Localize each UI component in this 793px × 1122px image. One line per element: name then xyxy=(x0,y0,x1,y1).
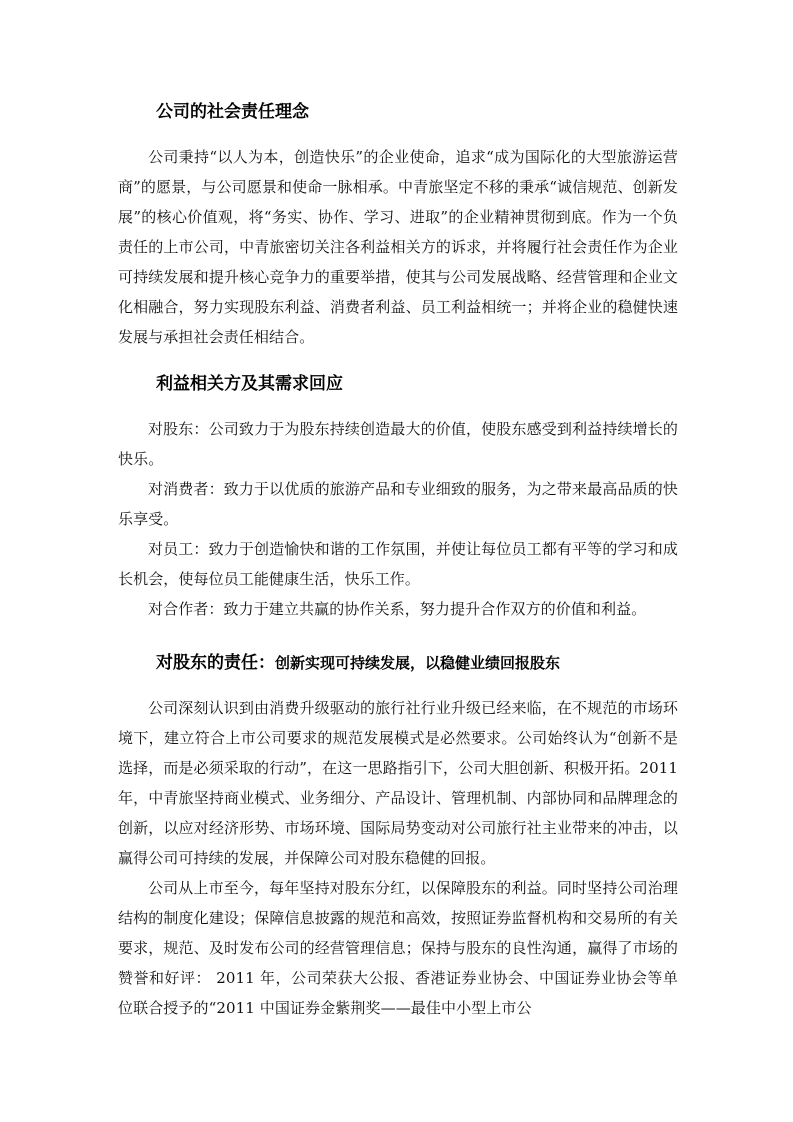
section-heading xyxy=(118,651,678,675)
section-heading-main: 对股东的责任： xyxy=(156,653,275,673)
section-stakeholders xyxy=(118,372,678,624)
section-heading-sub: 创新实现可持续发展，以稳健业绩回报股东 xyxy=(275,654,561,672)
paragraph: 公司深刻认识到由消费升级驱动的旅行社行业升级已经来临，在不规范的市场环境下，建立符合上市公司要求的规范发展模式是必然要求。公司始终认为“创新不是选择，而是必须采取的行动”，在这一思路指引下，公司大胆创新、积极开拓。2011 年，中青旅坚持商业模式、业务细分、产品设计、管理机制、内部协同和品牌理念的创新，以应对经济形势、市场环境、国际局势变动对公司旅行社主业带来的冲击，以赢得公司可持续的发展，并保障公司对股东稳健的回报。 xyxy=(118,699,678,867)
section-heading: 公司的社会责任理念 xyxy=(156,102,309,122)
section-shareholder-responsibility xyxy=(118,651,678,1023)
paragraph: 对股东：公司致力于为股东持续创造最大的价值，使股东感受到利益持续增长的快乐。 xyxy=(118,420,678,468)
section-heading: 利益相关方及其需求回应 xyxy=(156,374,343,394)
paragraph: 对员工：致力于创造愉快和谐的工作氛围，并使让每位员工都有平等的学习和成长机会，使每位员工能健康生活，快乐工作。 xyxy=(118,540,678,588)
paragraph: 公司秉持“以人为本，创造快乐”的企业使命，追求“成为国际化的大型旅游运营商”的愿景，与公司愿景和使命一脉相承。中青旅坚定不移的秉承“诚信规范、创新发展”的核心价值观，将“务实、协作、学习、进取”的企业精神贯彻到底。作为一个负责任的上市公司，中青旅密切关注各利益相关方的诉求，并将履行社会责任作为企业可持续发展和提升核心竞争力的重要举措，使其与公司发展战略、经营管理和企业文化相融合，努力实现股东利益、消费者利益、员工利益相统一；并将企业的稳健快速发展与承担社会责任相结合。 xyxy=(118,148,678,346)
section-csr-philosophy xyxy=(118,100,678,352)
paragraph: 对合作者：致力于建立共赢的协作关系，努力提升合作双方的价值和利益。 xyxy=(148,600,647,618)
paragraph: 对消费者：致力于以优质的旅游产品和专业细致的服务，为之带来最高品质的快乐享受。 xyxy=(118,480,678,528)
paragraph: 公司从上市至今，每年坚持对股东分红，以保障股东的利益。同时坚持公司治理结构的制度化建设；保障信息披露的规范和高效，按照证券监督机构和交易所的有关要求，规范、及时发布公司的经营管理信息；保持与股东的良性沟通，赢得了市场的赞誉和好评： 2011 年，公司荣获大公报、香港证券业协会、中国证券业协会等单位联合授予的“2011 中国证券金紫荆奖——最佳中小型上市公 xyxy=(118,879,678,1017)
